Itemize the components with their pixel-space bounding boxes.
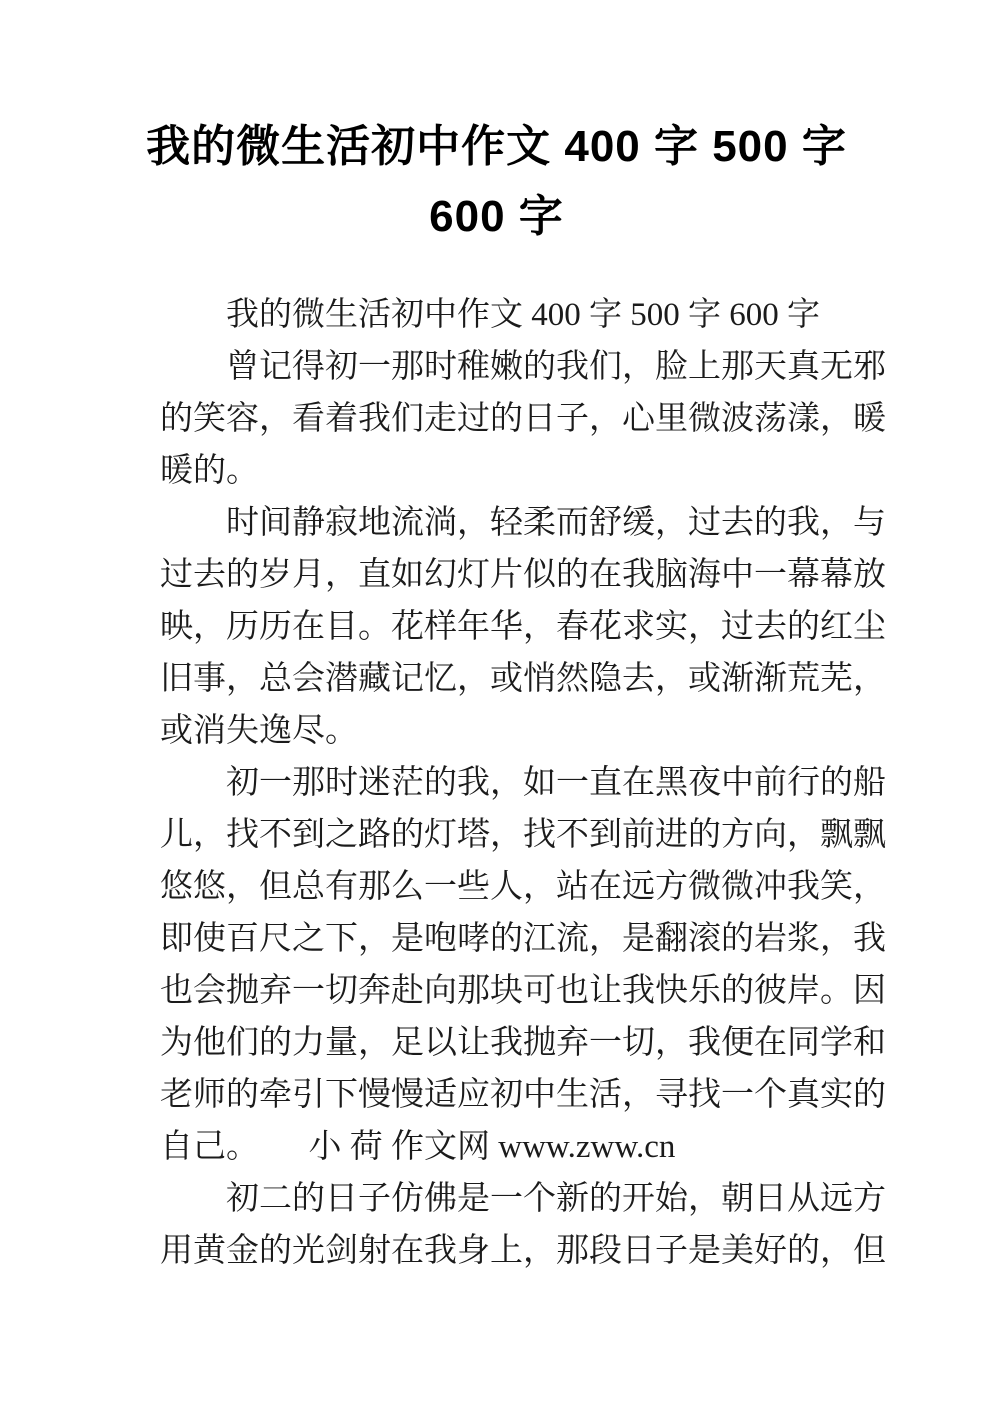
text-line: 过去的岁月，直如幻灯片似的在我脑海中一幕幕放 (160, 557, 886, 593)
text-line: 老师的牵引下慢慢适应初中生活，寻找一个真实的 (160, 1077, 886, 1113)
text-line: 或消失逸尽。 (160, 713, 358, 749)
text-line: 自己。 小 荷 作文网 www.zww.cn (160, 1129, 676, 1165)
text-line: 暖的。 (160, 453, 259, 489)
text-line: 映，历历在目。花样年华，春花求实，过去的红尘 (160, 609, 886, 645)
paragraph (160, 1173, 886, 1277)
text-line: 曾记得初一那时稚嫩的我们，脸上那天真无邪 (226, 349, 886, 385)
paragraph (160, 757, 886, 1173)
text-line: 的笑容，看着我们走过的日子，心里微波荡漾，暖 (160, 401, 886, 437)
document-title (0, 112, 993, 252)
paragraph (160, 289, 836, 341)
text-line: 为他们的力量，足以让我抛弃一切，我便在同学和 (160, 1025, 886, 1061)
paragraph (160, 341, 886, 497)
text-line: 儿，找不到之路的灯塔，找不到前进的方向，飘飘 (160, 817, 886, 853)
title-line-1: 我的微生活初中作文 400 字 500 字 (146, 122, 847, 171)
essay-body (160, 289, 886, 1277)
text-line: 初一那时迷茫的我，如一直在黑夜中前行的船 (226, 765, 886, 801)
paragraph (160, 497, 886, 757)
text-line: 悠悠，但总有那么一些人，站在远方微微冲我笑， (160, 869, 886, 905)
text-line: 我的微生活初中作文 400 字 500 字 600 字 (226, 297, 820, 333)
text-line: 时间静寂地流淌，轻柔而舒缓，过去的我，与 (226, 505, 886, 541)
text-line: 即使百尺之下，是咆哮的江流，是翻滚的岩浆，我 (160, 921, 886, 957)
text-line: 旧事，总会潜藏记忆，或悄然隐去，或渐渐荒芜， (160, 661, 886, 697)
text-line: 也会抛弃一切奔赴向那块可也让我快乐的彼岸。因 (160, 973, 886, 1009)
title-line-2: 600 字 (429, 192, 564, 241)
text-line: 用黄金的光剑射在我身上，那段日子是美好的，但 (160, 1233, 886, 1269)
text-line: 初二的日子仿佛是一个新的开始，朝日从远方 (226, 1181, 886, 1217)
